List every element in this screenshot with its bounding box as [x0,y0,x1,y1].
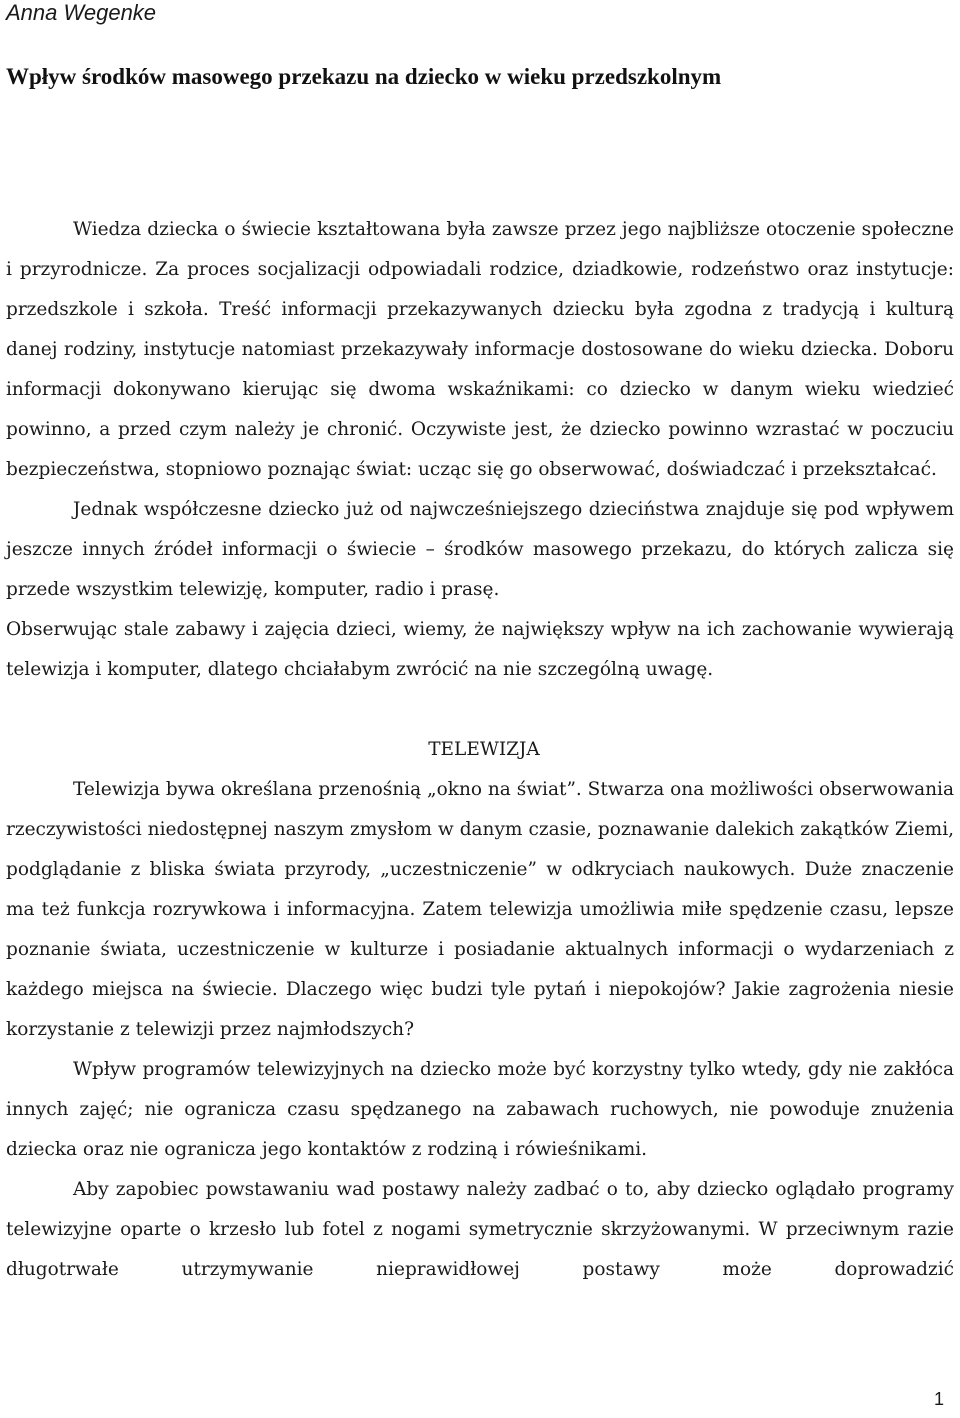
page-number: 1 [933,1389,944,1409]
section-heading-text: TELEWIZJA [428,739,540,760]
paragraph-last: Aby zapobiec powstawaniu wad postawy należy zadbać o to, aby dziecko oglądało programy telewizyjne oparte o krzesło lub fotel z nogami symetrycznie skrzyżowanymi. W przeciwnym razie długotrwałe utrzymywanie nieprawidłowej postawy może doprowadzić [6,1179,954,1280]
spacer [6,690,954,730]
document-body [6,210,954,1290]
document-title: Wpływ środków masowego przekazu na dziecko w wieku przedszkolnym [6,64,722,89]
author-name: Anna Wegenke [6,0,157,25]
section-heading [6,730,954,770]
paragraph: Telewizja bywa określana przenośnią „okno na świat”. Stwarza ona możliwości obserwowania rzeczywistości niedostępnej naszym zmysłom w danym czasie, poznawanie dalekich zakątków Ziemi, podglądanie z bliska świata przyrody, „uczestniczenie” w odkryciach naukowych. Duże znaczenie ma też funkcja rozrywkowa i informacyjna. Zatem telewizja umożliwia miłe spędzenie czasu, lepsze poznanie świata, uczestniczenie w kulturze i posiadanie aktualnych informacji o wydarzeniach z każdego miejsca na świecie. Dlaczego więc budzi tyle pytań i niepokojów? Jakie zagrożenia niesie korzystanie z telewizji przez najmłodszych? [6,779,954,1040]
paragraph: Wiedza dziecka o świecie kształtowana była zawsze przez jego najbliższe otoczenie społeczne i przyrodnicze. Za proces socjalizacji odpowiadali rodzice, dziadkowie, rodzeństwo oraz instytucje: przedszkole i szkoła. Treść informacji przekazywanych dziecku była zgodna z tradycją i kulturą danej rodziny, instytucje natomiast przekazywały informacje dostosowane do wieku dziecka. Doboru informacji dokonywano kierując się dwoma wskaźnikami: co dziecko w danym wieku wiedzieć powinno, a przed czym należy je chronić. Oczywiste jest, że dziecko powinno wzrastać w poczuciu bezpieczeństwa, stopniowo poznając świat: ucząc się go obserwować, doświadczać i przekształcać. [6,219,954,480]
paragraph: Wpływ programów telewizyjnych na dziecko może być korzystny tylko wtedy, gdy nie zakłóca innych zajęć; nie ogranicza czasu spędzanego na zabawach ruchowych, nie powoduje znużenia dziecka oraz nie ogranicza jego kontaktów z rodziną i rówieśnikami. [6,1059,954,1160]
paragraph: Jednak współczesne dziecko już od najwcześniejszego dzieciństwa znajduje się pod wpływem jeszcze innych źródeł informacji o świecie – środków masowego przekazu, do których zalicza się przede wszystkim telewizję, komputer, radio i prasę. [6,499,954,600]
paragraph: Obserwując stale zabawy i zajęcia dzieci, wiemy, że największy wpływ na ich zachowanie wywierają telewizja i komputer, dlatego chciałabym zwrócić na nie szczególną uwagę. [6,619,954,680]
